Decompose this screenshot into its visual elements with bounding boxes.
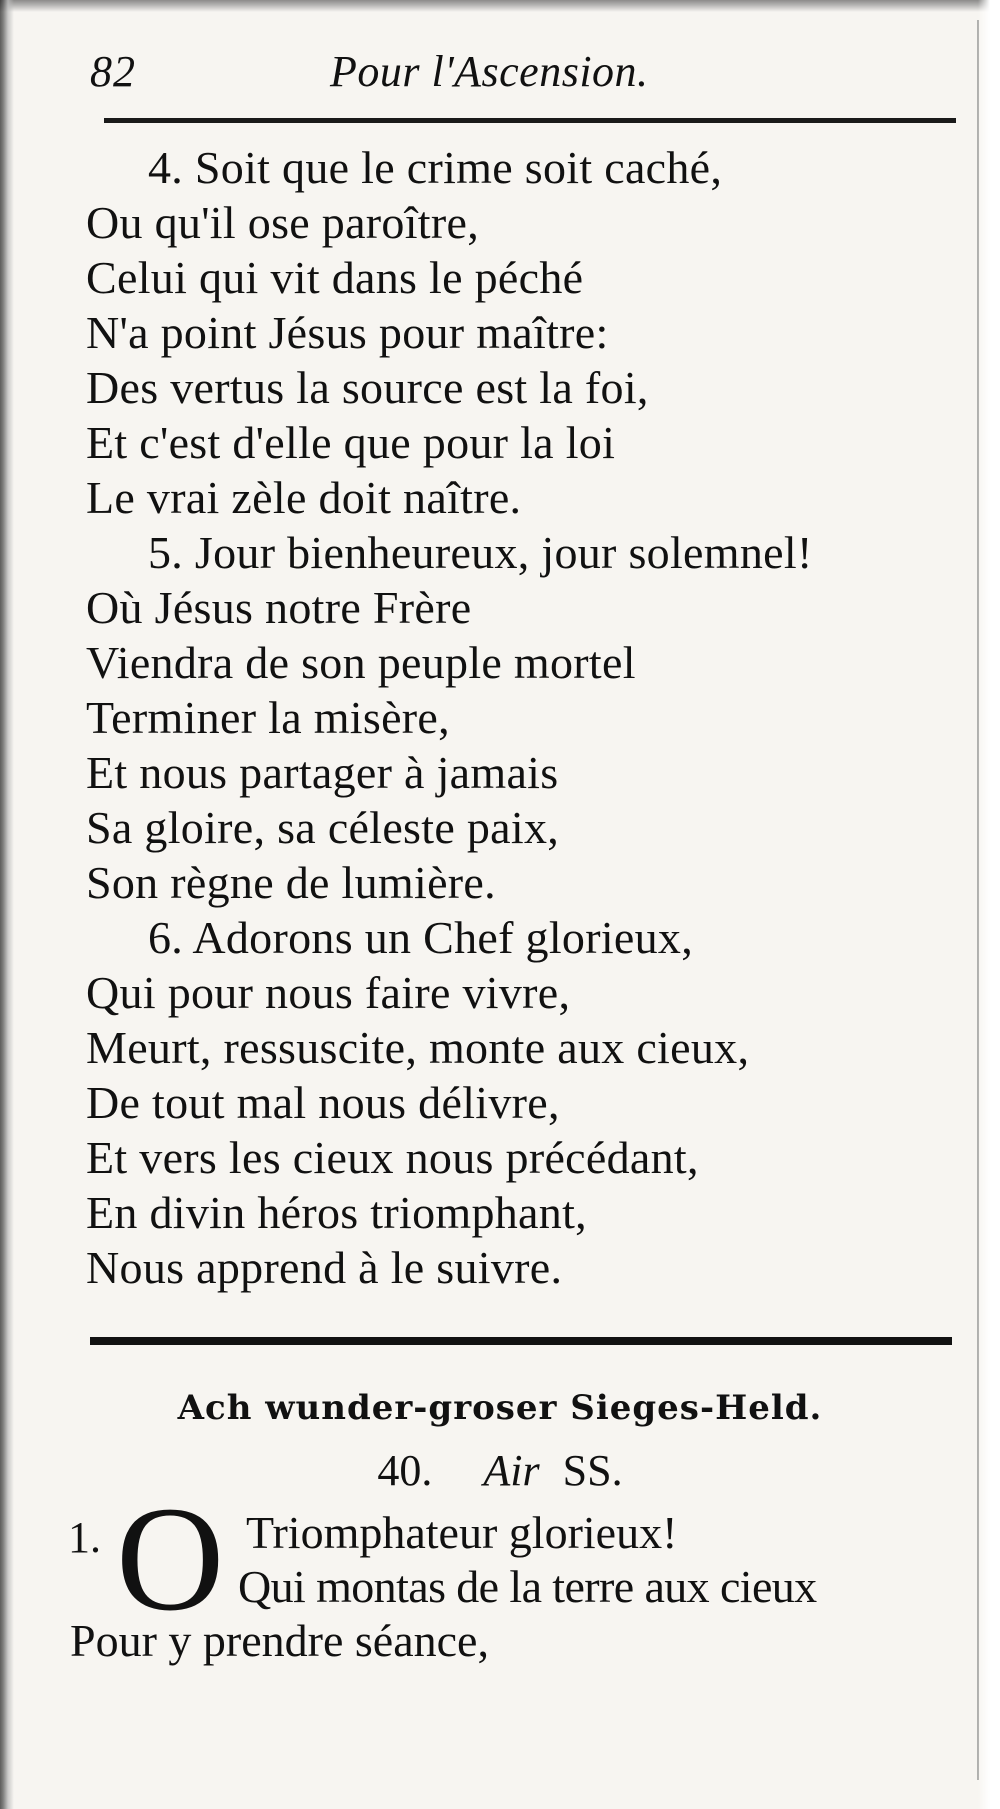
verse-line: Des vertus la source est la foi, [86, 362, 649, 413]
verse-line: Et nous partager à jamais [86, 747, 559, 798]
page-number: 82 [90, 47, 136, 96]
hymn-number: 40. [377, 1446, 433, 1495]
verse-line: De tout mal nous délivre, [86, 1077, 560, 1128]
verse-line: Viendra de son peuple mortel [86, 637, 636, 688]
air-label: Air [483, 1446, 540, 1495]
running-title: Pour l'Ascension. [330, 47, 649, 96]
page-top-edge [0, 0, 1000, 12]
drop-cap: O [116, 1476, 225, 1642]
verse-line: Et vers les cieux nous précédant, [86, 1132, 699, 1183]
german-tune-title: Ach wunder-groser Sieges-Held. [177, 1388, 823, 1428]
page-right-margin [978, 0, 1000, 1809]
verse-line: N'a point Jésus pour maître: [86, 307, 609, 358]
header-rule [104, 118, 956, 123]
verse-line: Nous apprend à le suivre. [86, 1242, 563, 1293]
verse-line: En divin héros triomphant, [86, 1187, 587, 1238]
tune-code: SS. [562, 1446, 623, 1495]
verse-line: 5. Jour bienheureux, jour solemnel! [148, 527, 813, 578]
stanza-one [68, 1476, 978, 1682]
verse-line: Et c'est d'elle que pour la loi [86, 417, 616, 468]
verse-line: 6. Adorons un Chef glorieux, [148, 912, 694, 963]
verse-block [86, 140, 966, 1295]
page-header [90, 46, 950, 106]
stanza-line: Triomphateur glorieux! [246, 1507, 678, 1558]
stanza-line: Qui montas de la terre aux cieux [238, 1561, 817, 1612]
verse-line: 4. Soit que le crime soit caché, [148, 142, 723, 193]
verse-line: Celui qui vit dans le péché [86, 252, 584, 303]
page-binding-edge [0, 0, 14, 1809]
verse-line: Ou qu'il ose paroître, [86, 197, 480, 248]
verse-line: Qui pour nous faire vivre, [86, 967, 571, 1018]
verse-line: Sa gloire, sa céleste paix, [86, 802, 560, 853]
verse-line: Meurt, ressuscite, monte aux cieux, [86, 1022, 750, 1073]
verse-line: Terminer la misère, [86, 692, 450, 743]
section-divider [90, 1337, 952, 1345]
verse-line: Le vrai zèle doit naître. [86, 472, 522, 523]
verse-line: Son règne de lumière. [86, 857, 496, 908]
stanza-line: Pour y prendre séance, [70, 1615, 489, 1666]
verse-line: Où Jésus notre Frère [86, 582, 472, 633]
stanza-number: 1. [68, 1513, 101, 1562]
